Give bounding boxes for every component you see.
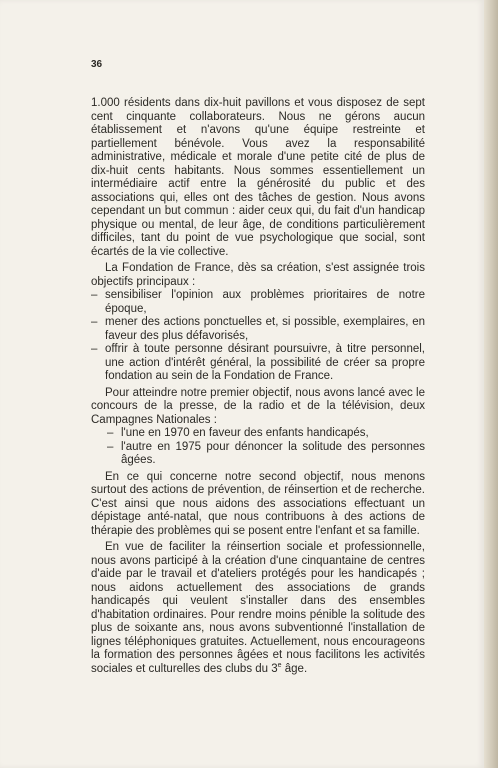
paragraph-4: En ce qui concerne notre second objectif, nous menons surtout des actions de prévention, de réinsertion et de recherche. C'est ainsi que nous aidons des associations effectuant un dépistage anté-natal, que nous contribuons à des actions de thérapie des problèmes qui se posent entre l'enfant et sa famille. bbox=[91, 470, 425, 537]
dash-bullet: – bbox=[91, 343, 98, 355]
list-item bbox=[91, 289, 425, 316]
ordinal-superscript: e bbox=[277, 661, 282, 669]
list-item-text: offrir à toute personne désirant poursuivre, à titre personnel, une action d'intérêt général, la possibilité de créer sa propre fondation au sein de la Fondation de France. bbox=[105, 343, 425, 382]
paragraph-1: 1.000 résidents dans dix-huit pavillons et vous disposez de sept cent cinquante collaborateurs. Nous ne gérons aucun établissement et n'avons qu'une équipe restreinte et partiellement bénévole. Vous avez la responsabilité administrative, médicale et morale d'une petite cité de plus de dix-huit cents habitants. Nous sommes essentiellement un intermédiaire actif entre la générosité du public et des associations qui, elles ont des tâches de gestion. Nous avons cependant un but commun : aider ceux qui, du fait d'un handicap physique ou mental, de leur âge, de conditions particulièrement difficiles, tant du point de vue psychologique que social, sont écartés de la vie collective. bbox=[91, 97, 425, 258]
dash-bullet: – bbox=[107, 427, 114, 439]
campaigns-list bbox=[91, 427, 425, 468]
paragraph-5-text: En vue de faciliter la réinsertion sociale et professionnelle, nous avons participé à la création d'une cinquantaine de centres d'aide par le travail et d'ateliers protégés pour les handicapés ; nous aidons actuellement des associations de grands handicapés qui veulent s'installer dans des ensembles d'habitation ordinaires. Pour rendre moins pénible la solitude des plus de soixante ans, nous avons subventionné l'installation de lignes téléphoniques gratuites. Actuellement, nous encourageons la formation des personnes âgées et nous facilitons les activités sociales et culturelles des clubs du 3 bbox=[91, 541, 425, 675]
list-item bbox=[91, 316, 425, 343]
objectives-list bbox=[91, 289, 425, 384]
dash-bullet: – bbox=[91, 316, 98, 328]
list-item-text: mener des actions ponctuelles et, si possible, exemplaires, en faveur des plus défavorisés, bbox=[105, 316, 425, 342]
dash-bullet: – bbox=[91, 289, 98, 301]
paragraph-5 bbox=[91, 541, 425, 676]
list-item bbox=[91, 427, 425, 441]
list-item bbox=[91, 343, 425, 384]
list-item-text: sensibiliser l'opinion aux problèmes prioritaires de notre époque, bbox=[105, 289, 425, 315]
list-item-text: l'autre en 1975 pour dénoncer la solitude des personnes âgées. bbox=[121, 440, 425, 466]
paragraph-5-tail: âge. bbox=[281, 662, 308, 675]
list-item bbox=[91, 441, 425, 468]
page-number: 36 bbox=[91, 59, 103, 70]
list-item-text: l'une en 1970 en faveur des enfants handicapés, bbox=[121, 427, 369, 439]
page-body-text bbox=[91, 97, 425, 676]
paragraph-2-intro: La Fondation de France, dès sa création, s'est assignée trois objectifs principaux : bbox=[91, 262, 425, 288]
paragraph-3-intro: Pour atteindre notre premier objectif, nous avons lancé avec le concours de la presse, de la radio et de la télévision, deux Campagnes Nationales : bbox=[91, 386, 425, 426]
dash-bullet: – bbox=[107, 440, 114, 453]
page-edge-shadow bbox=[484, 0, 498, 768]
